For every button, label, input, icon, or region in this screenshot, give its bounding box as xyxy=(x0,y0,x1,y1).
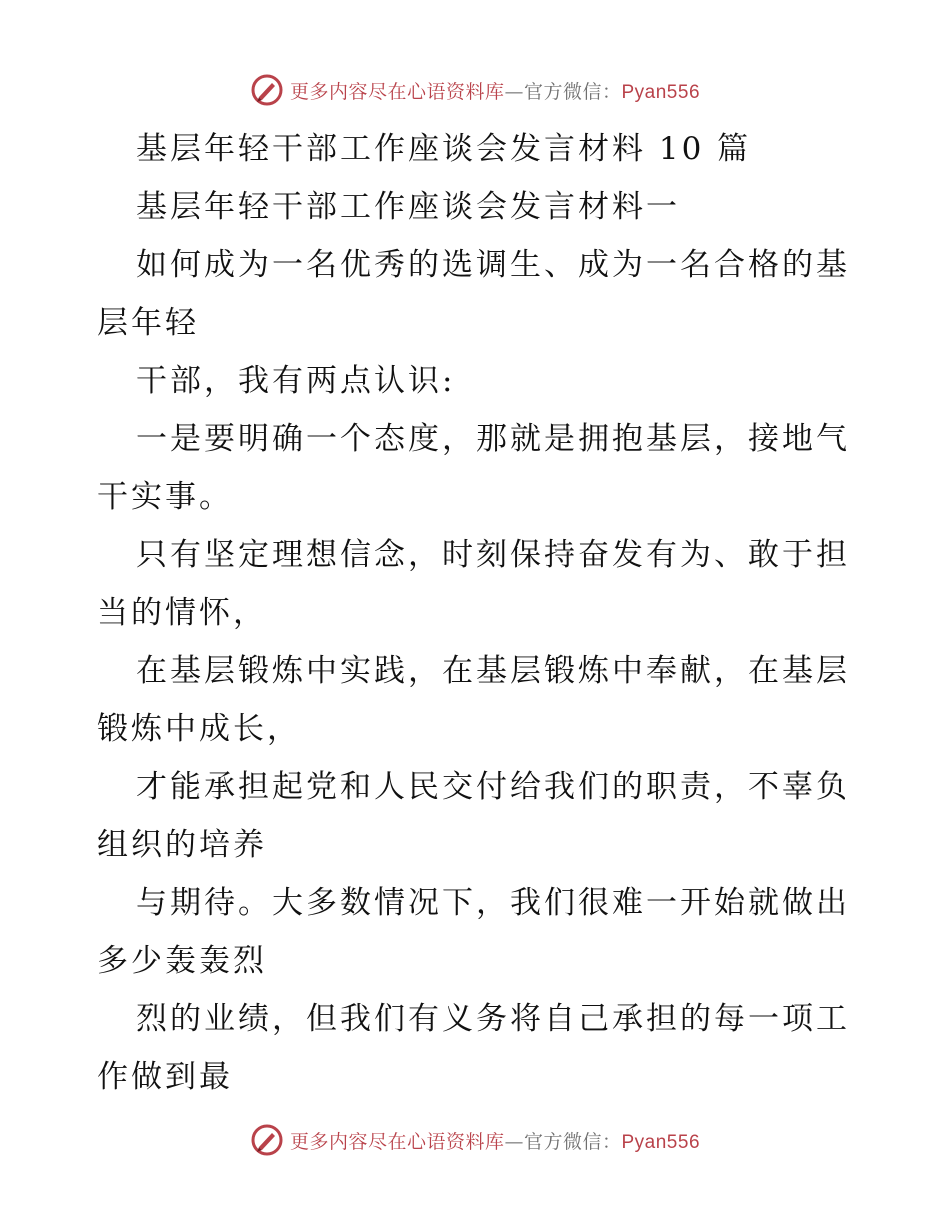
pen-seal-icon xyxy=(250,1123,284,1157)
pen-seal-icon xyxy=(250,73,284,107)
watermark-wechat-id: Pyan556 xyxy=(621,1131,701,1153)
watermark-text xyxy=(290,77,700,104)
watermark-wechat-id: Pyan556 xyxy=(621,81,701,103)
paragraph-line: 当的情怀， xyxy=(97,595,267,631)
paragraph-line: 干实事。 xyxy=(97,479,233,515)
watermark-prefix: 更多内容尽在心语资料库 xyxy=(289,80,505,103)
paragraph-line: 干部，我有两点认识: xyxy=(136,363,456,399)
document-body xyxy=(97,120,857,1106)
watermark-separator: — xyxy=(504,80,524,103)
paragraph-line: 多少轰轰烈 xyxy=(97,943,267,979)
paragraph-line: 一是要明确一个态度，那就是拥抱基层，接地气 xyxy=(136,421,850,457)
paragraph-line: 烈的业绩，但我们有义务将自己承担的每一项工 xyxy=(136,1001,850,1037)
paragraph-line: 如何成为一名优秀的选调生、成为一名合格的基 xyxy=(136,247,850,283)
watermark-separator: — xyxy=(504,1130,524,1153)
paragraph-line: 与期待。大多数情况下，我们很难一开始就做出 xyxy=(136,885,850,921)
watermark-prefix: 更多内容尽在心语资料库 xyxy=(289,1130,505,1153)
document-title: 基层年轻干部工作座谈会发言材料 10 篇 xyxy=(136,131,752,167)
paragraph-line: 组织的培养 xyxy=(97,827,267,863)
paragraph-line: 在基层锻炼中实践，在基层锻炼中奉献，在基层 xyxy=(136,653,850,689)
watermark-wechat-label: 官方微信： xyxy=(523,1130,622,1153)
paragraph-line: 只有坚定理想信念，时刻保持奋发有为、敢于担 xyxy=(136,537,850,573)
paragraph-line: 锻炼中成长， xyxy=(97,711,301,747)
watermark-text xyxy=(290,1127,700,1154)
paragraph-line: 作做到最 xyxy=(97,1059,233,1095)
footer-watermark xyxy=(0,1120,950,1160)
watermark-wechat-label: 官方微信： xyxy=(523,80,622,103)
header-watermark xyxy=(0,70,950,110)
section-heading: 基层年轻干部工作座谈会发言材料一 xyxy=(136,189,680,225)
paragraph-line: 层年轻 xyxy=(97,305,199,341)
paragraph-line: 才能承担起党和人民交付给我们的职责，不辜负 xyxy=(136,769,850,805)
